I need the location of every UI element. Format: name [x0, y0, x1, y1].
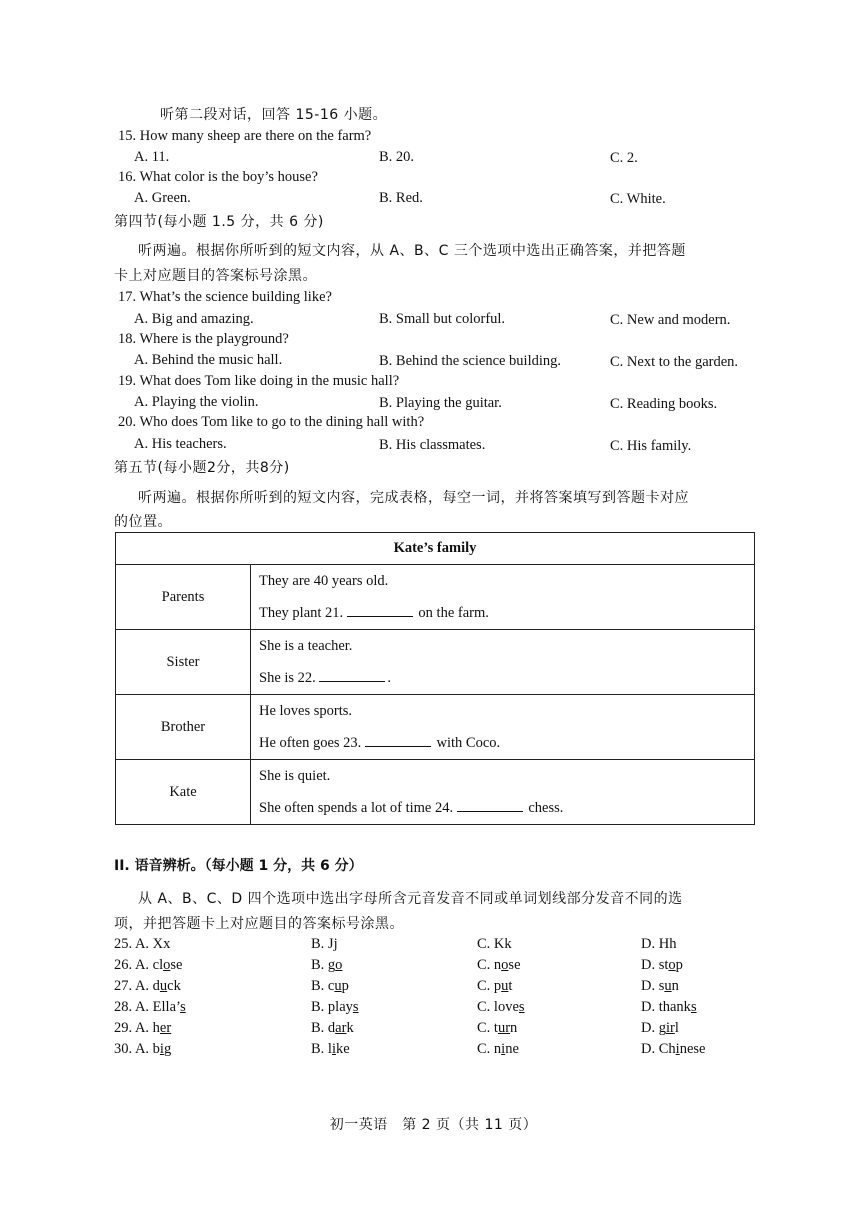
section2-intro: 听第二段对话，回答 15-16 小题。	[160, 107, 388, 123]
question-number: 25. A.	[114, 936, 150, 952]
phon29-option-c: C. turn	[477, 1020, 518, 1036]
info-suffix: chess.	[524, 800, 564, 816]
phon30-option-c: C. nine	[477, 1041, 519, 1057]
q17-option-c: C. New and modern.	[610, 312, 731, 328]
section4-instruction-1: 听两遍。根据你所听到的短文内容，从 A、B、C 三个选项中选出正确答案，并把答题	[138, 243, 686, 259]
q17-option-b: B. Small but colorful.	[379, 311, 506, 327]
row-info	[251, 760, 755, 825]
q19-option-a: A. Playing the violin.	[134, 394, 259, 410]
phon28-option-d: D. thanks	[641, 999, 697, 1015]
info-suffix: on the farm.	[414, 605, 489, 621]
info-suffix: .	[387, 670, 392, 686]
table-title: Kate’s family	[116, 533, 755, 565]
q17-option-a: A. Big and amazing.	[134, 311, 254, 327]
info-line	[259, 727, 754, 759]
row-info	[251, 565, 755, 630]
info-prefix: They plant 21.	[259, 605, 344, 621]
row-info	[251, 630, 755, 695]
phon29-option-b: B. dark	[311, 1020, 354, 1036]
table-row	[116, 760, 755, 825]
q19-option-b: B. Playing the guitar.	[379, 395, 502, 411]
info-line: She is a teacher.	[259, 638, 353, 654]
question-15: 15. How many sheep are there on the farm?	[118, 128, 372, 144]
answer-blank-22	[319, 668, 385, 682]
question-16: 16. What color is the boy’s house?	[118, 169, 318, 185]
q16-option-b: B. Red.	[379, 190, 423, 206]
phon25-option-c: C. Kk	[477, 936, 512, 952]
q16-option-a: A. Green.	[134, 190, 191, 206]
info-line	[259, 597, 754, 629]
phon30-option-b: B. like	[311, 1041, 350, 1057]
phonetics-row: 26. A. close	[114, 957, 183, 973]
info-line: She is quiet.	[259, 768, 331, 784]
answer-blank-23	[365, 733, 431, 747]
info-line: He loves sports.	[259, 703, 353, 719]
phon28-option-b: B. plays	[311, 999, 359, 1015]
info-line: They are 40 years old.	[259, 573, 389, 589]
q20-option-a: A. His teachers.	[134, 436, 227, 452]
phonetics-row: 30. A. big	[114, 1041, 172, 1057]
section5-title: 第五节(每小题2分，共8分)	[114, 460, 290, 476]
info-suffix: with Coco.	[432, 735, 501, 751]
q16-option-c: C. White.	[610, 191, 666, 207]
phonetics-row	[114, 936, 170, 953]
option-a-word: Xx	[152, 936, 171, 952]
table-row	[116, 630, 755, 695]
phon27-option-c: C. put	[477, 978, 513, 994]
q15-option-b: B. 20.	[379, 149, 415, 165]
row-info	[251, 695, 755, 760]
section5-instruction-2: 的位置。	[114, 514, 172, 530]
q18-option-c: C. Next to the garden.	[610, 354, 739, 370]
question-17: 17. What’s the science building like?	[118, 289, 332, 305]
q18-option-b: B. Behind the science building.	[379, 353, 562, 369]
page-footer: 初一英语 第 2 页（共 11 页）	[329, 1117, 538, 1133]
q19-option-c: C. Reading books.	[610, 396, 718, 412]
phon27-option-b: B. cup	[311, 978, 349, 994]
table-row	[116, 565, 755, 630]
info-prefix: She often spends a lot of time 24.	[259, 800, 454, 816]
info-line	[259, 792, 754, 824]
part2-title: II. 语音辨析。（每小题 1 分，共 6 分）	[114, 858, 363, 874]
info-prefix: He often goes 23.	[259, 735, 362, 751]
answer-blank-21	[347, 603, 413, 617]
q20-option-c: C. His family.	[610, 438, 692, 454]
phon29-option-d: D. girl	[641, 1020, 679, 1036]
question-18: 18. Where is the playground?	[118, 331, 289, 347]
question-19: 19. What does Tom like doing in the music hall?	[118, 373, 400, 389]
section4-title: 第四节(每小题 1.5 分，共 6 分)	[114, 214, 324, 230]
q18-option-a: A. Behind the music hall.	[134, 352, 283, 368]
phon27-option-d: D. sun	[641, 978, 679, 994]
part2-instruction-2: 项，并把答题卡上对应题目的答案标号涂黑。	[114, 916, 404, 932]
answer-blank-24	[457, 798, 523, 812]
phonetics-row: 27. A. duck	[114, 978, 181, 994]
phon30-option-d: D. Chinese	[641, 1041, 706, 1057]
row-label: Kate	[116, 760, 251, 825]
info-prefix: She is 22.	[259, 670, 316, 686]
q15-option-a: A. 11.	[134, 149, 170, 165]
row-label: Brother	[116, 695, 251, 760]
section5-instruction-1: 听两遍。根据你所听到的短文内容，完成表格，每空一词，并将答案填写到答题卡对应	[138, 490, 689, 506]
row-label: Parents	[116, 565, 251, 630]
kates-family-table	[115, 532, 755, 825]
question-20: 20. Who does Tom like to go to the dining hall with?	[118, 414, 425, 430]
row-label: Sister	[116, 630, 251, 695]
q15-option-c: C. 2.	[610, 150, 638, 166]
section4-instruction-2: 卡上对应题目的答案标号涂黑。	[114, 268, 317, 284]
phon26-option-b: B. go	[311, 957, 343, 973]
phon26-option-c: C. nose	[477, 957, 521, 973]
phon25-option-b: B. Jj	[311, 936, 338, 952]
info-line	[259, 662, 754, 694]
phonetics-row: 28. A. Ella’s	[114, 999, 186, 1015]
q20-option-b: B. His classmates.	[379, 437, 486, 453]
phon26-option-d: D. stop	[641, 957, 683, 973]
table-row	[116, 695, 755, 760]
part2-instruction-1: 从 A、B、C、D 四个选项中选出字母所含元音发音不同或单词划线部分发音不同的选	[138, 891, 683, 907]
phon25-option-d: D. Hh	[641, 936, 677, 952]
phon28-option-c: C. loves	[477, 999, 525, 1015]
phonetics-row: 29. A. her	[114, 1020, 172, 1036]
